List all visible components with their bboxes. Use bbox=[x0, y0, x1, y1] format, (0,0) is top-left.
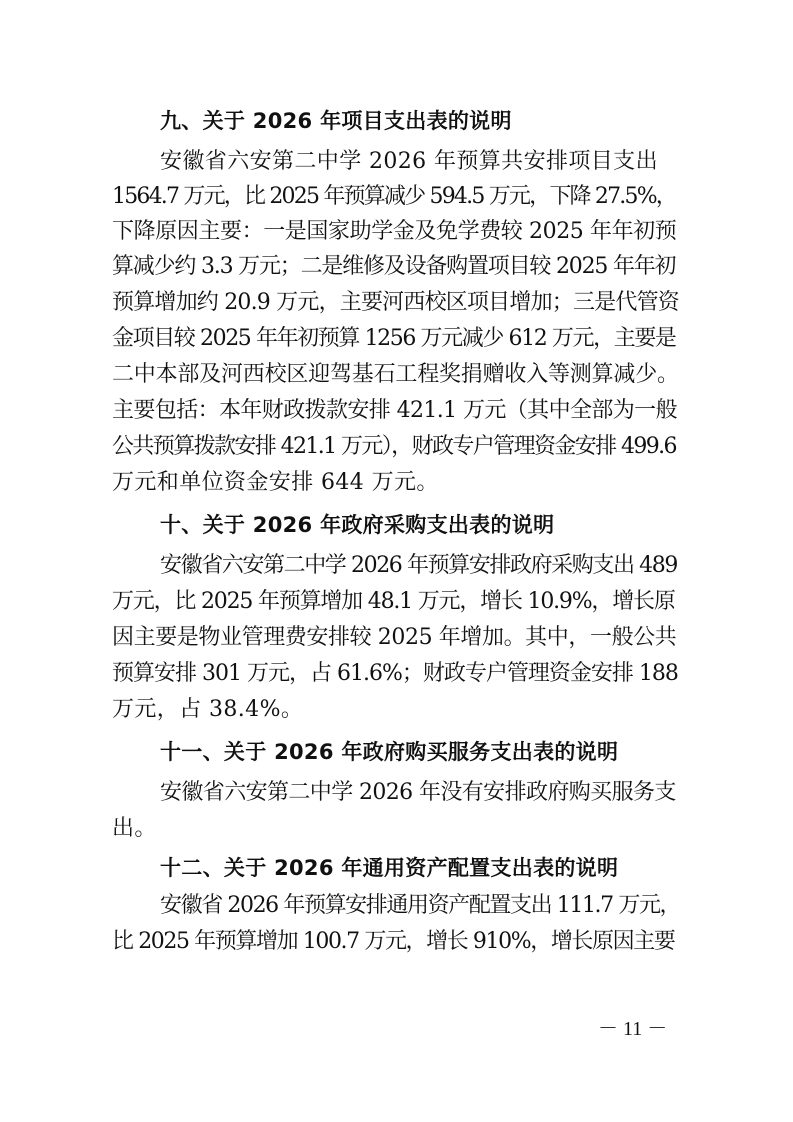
paragraph-line: 二中本部及河西校区迎驾基石工程奖捐赠收入等测算减少。 bbox=[112, 362, 679, 387]
paragraph-line: 算减少约 3.3 万元；二是维修及设备购置项目较 2025 年年初 bbox=[112, 254, 676, 279]
paragraph-line: 安徽省六安第二中学 2026 年没有安排政府购买服务支 bbox=[160, 780, 676, 805]
section-heading-9: 九、关于 2026 年项目支出表的说明 bbox=[160, 109, 512, 133]
paragraph-line: 预算安排 301 万元，占 61.6%；财政专户管理资金安排 188 bbox=[112, 661, 678, 686]
section-heading-11: 十一、关于 2026 年政府购买服务支出表的说明 bbox=[160, 740, 619, 764]
paragraph-line: 安徽省 2026 年预算安排通用资产配置支出 111.7 万元， bbox=[160, 893, 681, 918]
paragraph-line: 万元，占 38.4%。 bbox=[112, 697, 304, 722]
paragraph-line: 公共预算拨款安排 421.1 万元），财政专户管理资金安排 499.6 bbox=[112, 434, 676, 459]
paragraph-line: 主要包括：本年财政拨款安排 421.1 万元（其中全部为一般 bbox=[112, 398, 677, 423]
section-heading-10: 十、关于 2026 年政府采购支出表的说明 bbox=[160, 513, 555, 537]
paragraph-line: 安徽省六安第二中学 2026 年预算安排政府采购支出 489 bbox=[160, 553, 677, 578]
paragraph-line: 万元和单位资金安排 644 万元。 bbox=[112, 470, 439, 495]
page-number: － 11 － bbox=[598, 1018, 668, 1040]
paragraph-line: 金项目较 2025 年年初预算 1256 万元减少 612 万元，主要是 bbox=[112, 326, 676, 351]
paragraph-line: 因主要是物业管理费安排较 2025 年增加。其中，一般公共 bbox=[112, 625, 677, 650]
paragraph-line: 安徽省六安第二中学 2026 年预算共安排项目支出 bbox=[160, 149, 658, 174]
paragraph-line: 万元，比 2025 年预算增加 48.1 万元，增长 10.9%，增长原 bbox=[112, 589, 675, 614]
paragraph-line: 下降原因主要：一是国家助学金及免学费较 2025 年年初预 bbox=[112, 219, 677, 244]
paragraph-line: 1564.7 万元，比 2025 年预算减少 594.5 万元，下降 27.5%， bbox=[112, 184, 676, 209]
section-heading-12: 十二、关于 2026 年通用资产配置支出表的说明 bbox=[160, 856, 619, 880]
paragraph-line: 比 2025 年预算增加 100.7 万元，增长 910%，增长原因主要 bbox=[112, 929, 675, 954]
paragraph-line: 出。 bbox=[112, 816, 157, 841]
paragraph-line: 预算增加约 20.9 万元，主要河西校区项目增加；三是代管资 bbox=[112, 290, 679, 315]
